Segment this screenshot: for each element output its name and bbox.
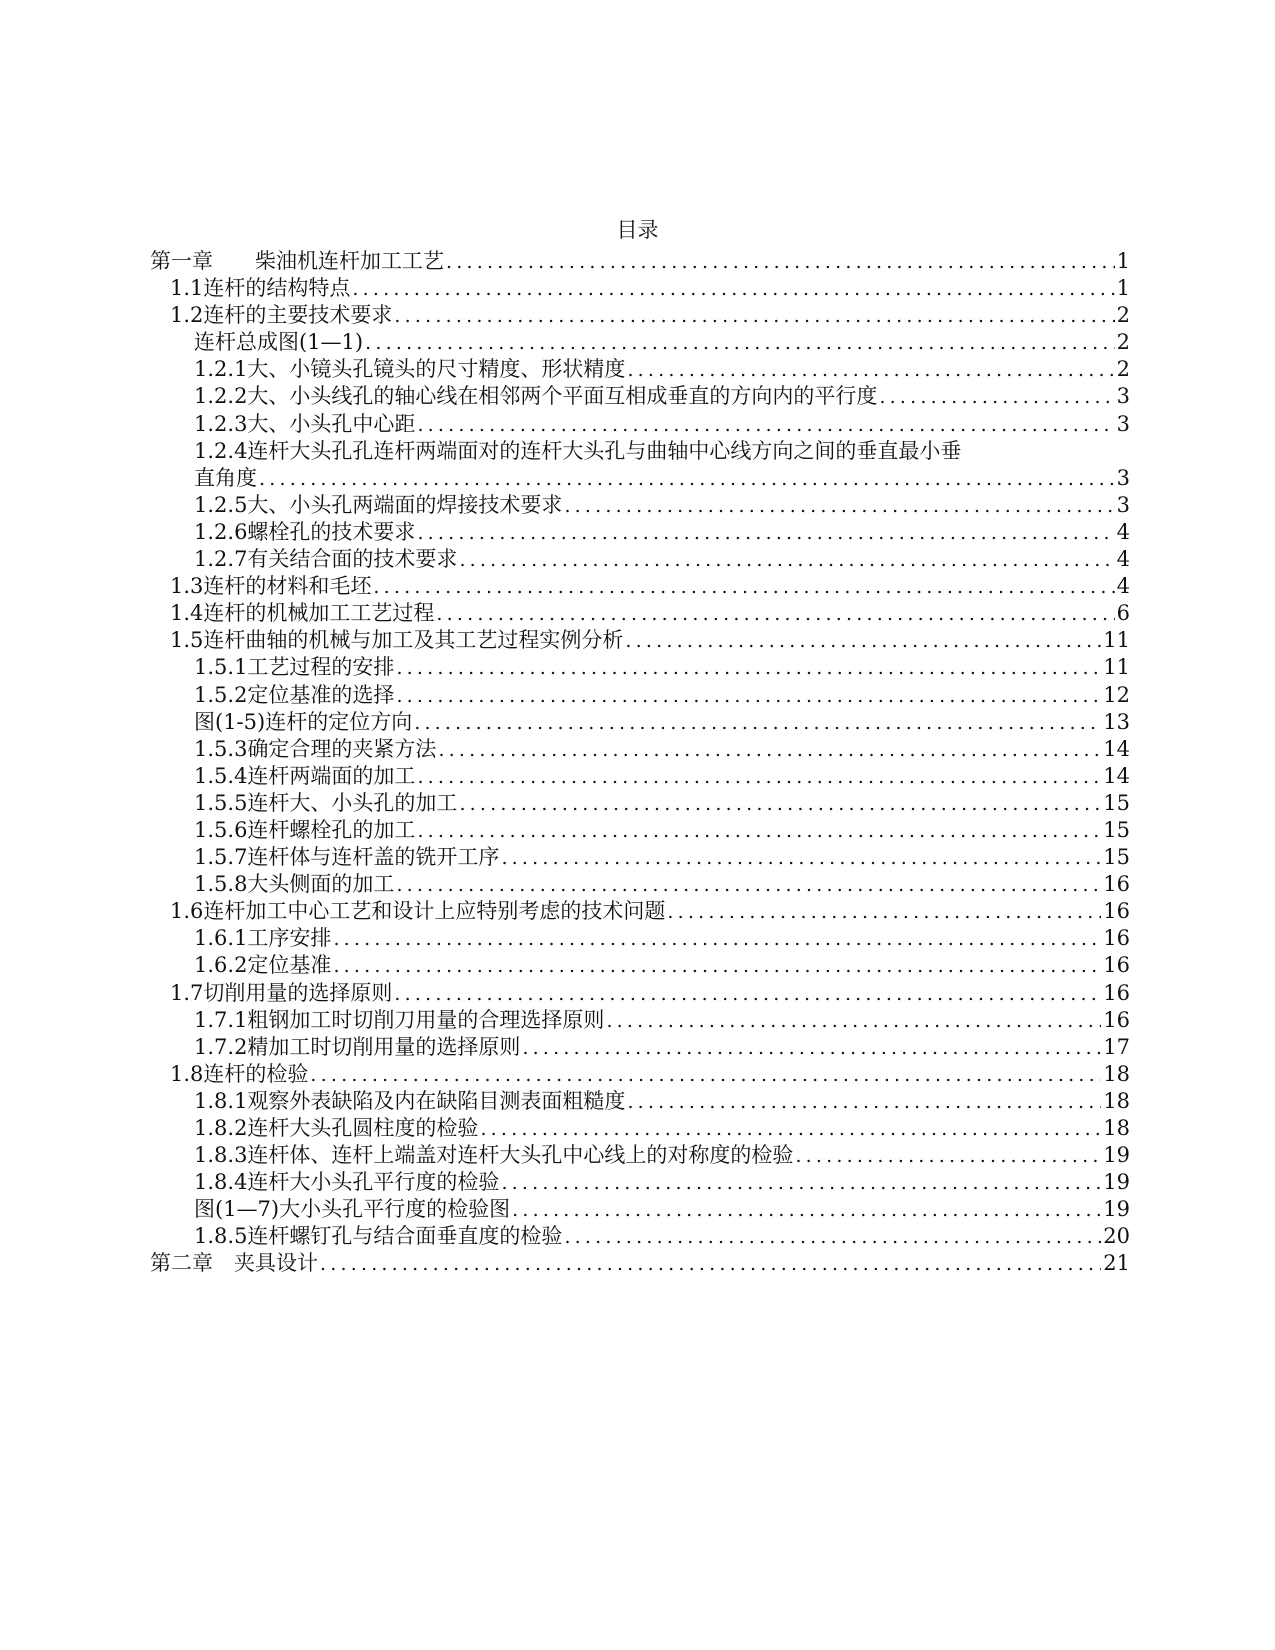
toc-entry-page: 11 xyxy=(1103,655,1130,680)
dot-leader xyxy=(392,981,1101,1007)
dot-leader xyxy=(623,628,1101,654)
toc-entry-1-8-4[interactable] xyxy=(0,1169,1275,1196)
toc-entry-label: 1.5.6连杆螺栓孔的加工 xyxy=(194,817,416,842)
toc-entry-page: 3 xyxy=(1116,492,1130,517)
dot-leader xyxy=(665,899,1101,925)
toc-entry-1-7-2[interactable] xyxy=(0,1034,1275,1061)
toc-entry-label: 1.5.1工艺过程的安排 xyxy=(194,655,395,680)
toc-entry-1-2-7[interactable] xyxy=(0,546,1275,573)
dot-leader xyxy=(371,574,1114,600)
toc-entry-page: 2 xyxy=(1116,330,1130,355)
toc-entry-label: 1.5.5连杆大、小头孔的加工 xyxy=(194,790,458,815)
toc-entry-label: 第二章 夹具设计 xyxy=(150,1251,318,1276)
toc-entry-label: 1.2.1大、小镜头孔镜头的尺寸精度、形状精度 xyxy=(194,357,626,382)
toc-entry-1-6[interactable] xyxy=(0,898,1275,925)
toc-entry-label: 1.2.2大、小头线孔的轴心线在相邻两个平面互相成垂直的方向内的平行度 xyxy=(194,384,878,409)
toc-entry-label: 1.8.1观察外表缺陷及内在缺陷目测表面粗糙度 xyxy=(194,1088,626,1113)
toc-entry-label: 1.2.3大、小头孔中心距 xyxy=(194,411,416,436)
dot-leader xyxy=(434,601,1114,627)
dot-leader xyxy=(308,1062,1101,1088)
toc-entry-1-3[interactable] xyxy=(0,573,1275,600)
toc-entry-page: 20 xyxy=(1103,1224,1130,1249)
dot-leader xyxy=(331,926,1101,952)
dot-leader xyxy=(625,357,1114,383)
toc-entry-label: 1.1连杆的结构特点 xyxy=(170,276,351,301)
toc-entry-page: 4 xyxy=(1116,547,1130,572)
toc-entry-1-8-3[interactable] xyxy=(0,1142,1275,1169)
toc-entry-figure-1-5[interactable] xyxy=(0,709,1275,736)
toc-entry-label: 1.7.1粗钢加工时切削刀用量的合理选择原则 xyxy=(194,1007,605,1032)
dot-leader xyxy=(499,1170,1101,1196)
toc-entry-1-5-5[interactable] xyxy=(0,790,1275,817)
toc-entry-page: 16 xyxy=(1103,926,1130,951)
toc-entry-1-8-1[interactable] xyxy=(0,1088,1275,1115)
toc-entry-label: 1.7切削用量的选择原则 xyxy=(170,980,393,1005)
toc-entry-label: 图(1-5)连杆的定位方向 xyxy=(194,709,413,734)
dot-leader xyxy=(394,872,1101,898)
toc-entry-label-line1: 1.2.4连杆大头孔孔连杆两端面对的连杆大头孔与曲轴中心线方向之间的垂直最小垂 xyxy=(194,438,962,463)
toc-entry-1-6-1[interactable] xyxy=(0,925,1275,952)
toc-entry-page: 14 xyxy=(1103,736,1130,761)
dot-leader xyxy=(604,1008,1101,1034)
toc-entry-label: 1.4连杆的机械加工工艺过程 xyxy=(170,601,435,626)
toc-entry-label: 直角度 xyxy=(194,465,257,490)
toc-entry-1-5-2[interactable] xyxy=(0,682,1275,709)
toc-entry-page: 3 xyxy=(1116,465,1130,490)
toc-entry-label: 图(1—7)大小头孔平行度的检验图 xyxy=(194,1197,511,1222)
dot-leader xyxy=(412,710,1101,736)
dot-leader xyxy=(562,1224,1101,1250)
toc-entry-label: 1.5.8大头侧面的加工 xyxy=(194,872,395,897)
toc-entry-label: 1.3连杆的材料和毛坯 xyxy=(170,574,372,599)
toc-entry-1-5-8[interactable] xyxy=(0,871,1275,898)
dot-leader xyxy=(520,1035,1101,1061)
toc-entry-chapter-2[interactable] xyxy=(0,1250,1275,1277)
toc-entry-1-4[interactable] xyxy=(0,600,1275,627)
dot-leader xyxy=(877,384,1114,410)
toc-entry-1-2-1[interactable] xyxy=(0,356,1275,383)
toc-entry-1-5-3[interactable] xyxy=(0,736,1275,763)
toc-entry-page: 3 xyxy=(1116,411,1130,436)
toc-entry-label: 1.2连杆的主要技术要求 xyxy=(170,303,393,328)
toc-entry-page: 16 xyxy=(1103,953,1130,978)
toc-entry-1-2-3[interactable] xyxy=(0,411,1275,438)
toc-entry-label: 1.2.6螺栓孔的技术要求 xyxy=(194,519,416,544)
toc-title: 目录 xyxy=(616,218,659,242)
dot-leader xyxy=(457,547,1114,573)
toc-entry-page: 16 xyxy=(1103,899,1130,924)
toc-entry-page: 1 xyxy=(1116,276,1130,301)
toc-entry-1-5[interactable] xyxy=(0,627,1275,654)
dot-leader xyxy=(318,1251,1101,1277)
toc-entry-page: 19 xyxy=(1103,1170,1130,1195)
dot-leader xyxy=(415,412,1114,438)
dot-leader xyxy=(478,1116,1101,1142)
toc-entry-label: 1.5连杆曲轴的机械与加工及其工艺过程实例分析 xyxy=(170,628,624,653)
dot-leader xyxy=(394,683,1101,709)
toc-entry-1-7[interactable] xyxy=(0,980,1275,1007)
dot-leader xyxy=(394,655,1101,681)
toc-entry-label: 1.8.4连杆大小头孔平行度的检验 xyxy=(194,1170,500,1195)
toc-entry-label: 1.8.2连杆大头孔圆柱度的检验 xyxy=(194,1116,479,1140)
toc-entry-label: 1.5.4连杆两端面的加工 xyxy=(194,763,416,788)
toc-entry-page: 15 xyxy=(1103,790,1130,815)
toc-entry-label: 1.5.7连杆体与连杆盖的铣开工序 xyxy=(194,845,500,870)
toc-entry-1-5-6[interactable] xyxy=(0,817,1275,844)
toc-entry-page: 13 xyxy=(1103,709,1130,734)
toc-entry-1-2-4[interactable] xyxy=(0,438,1275,492)
toc-entry-page: 21 xyxy=(1103,1251,1130,1276)
dot-leader xyxy=(499,845,1101,871)
toc-entry-label: 1.2.5大、小头孔两端面的焊接技术要求 xyxy=(194,492,563,517)
toc-entry-1-8-2[interactable] xyxy=(0,1115,1275,1142)
toc-entry-label: 1.7.2精加工时切削用量的选择原则 xyxy=(194,1034,521,1059)
toc-entry-page: 19 xyxy=(1103,1197,1130,1222)
dot-leader xyxy=(444,249,1115,275)
dot-leader xyxy=(415,818,1101,844)
dot-leader xyxy=(510,1197,1101,1223)
toc-entry-page: 2 xyxy=(1116,303,1130,328)
toc-entry-page: 18 xyxy=(1103,1088,1130,1113)
dot-leader xyxy=(436,737,1101,763)
toc-entry-label: 连杆总成图(1—1) xyxy=(194,330,364,355)
toc-entry-1-5-1[interactable] xyxy=(0,654,1275,681)
toc-entry-1-7-1[interactable] xyxy=(0,1007,1275,1034)
dot-leader xyxy=(457,791,1101,817)
toc-entry-page: 4 xyxy=(1116,574,1130,599)
toc-entry-figure-1-1[interactable] xyxy=(0,329,1275,356)
toc-entry-label: 1.5.3确定合理的夹紧方法 xyxy=(194,736,437,761)
toc-entry-page: 15 xyxy=(1103,845,1130,870)
toc-entry-1-6-2[interactable] xyxy=(0,952,1275,979)
dot-leader xyxy=(331,953,1101,979)
toc-entry-page: 19 xyxy=(1103,1143,1130,1168)
toc-entry-1-2-5[interactable] xyxy=(0,492,1275,519)
table-of-contents xyxy=(0,248,1275,1278)
toc-entry-1-5-7[interactable] xyxy=(0,844,1275,871)
toc-entry-chapter-1[interactable] xyxy=(0,248,1275,275)
toc-entry-label: 第一章 柴油机连杆加工工艺 xyxy=(150,249,444,273)
toc-entry-page: 16 xyxy=(1103,980,1130,1005)
toc-entry-page: 2 xyxy=(1116,357,1130,382)
toc-entry-1-5-4[interactable] xyxy=(0,763,1275,790)
toc-entry-page: 16 xyxy=(1103,1007,1130,1032)
dot-leader xyxy=(562,493,1114,519)
toc-entry-page: 15 xyxy=(1103,817,1130,842)
toc-entry-page: 3 xyxy=(1116,384,1130,409)
dot-leader xyxy=(350,276,1114,302)
dot-leader xyxy=(257,466,1115,492)
toc-entry-1-2-6[interactable] xyxy=(0,519,1275,546)
toc-entry-page: 12 xyxy=(1103,682,1130,707)
toc-entry-page: 14 xyxy=(1103,763,1130,788)
toc-entry-label: 1.8连杆的检验 xyxy=(170,1061,309,1086)
toc-entry-page: 1 xyxy=(1116,249,1130,273)
toc-entry-page: 4 xyxy=(1116,519,1130,544)
toc-entry-1-1[interactable] xyxy=(0,275,1275,302)
toc-entry-1-2[interactable] xyxy=(0,302,1275,329)
dot-leader xyxy=(793,1143,1101,1169)
dot-leader xyxy=(363,330,1115,356)
toc-entry-label: 1.8.5连杆螺钉孔与结合面垂直度的检验 xyxy=(194,1224,563,1249)
toc-entry-page: 18 xyxy=(1103,1116,1130,1140)
toc-entry-label: 1.8.3连杆体、连杆上端盖对连杆大头孔中心线上的对称度的检验 xyxy=(194,1143,794,1168)
toc-entry-label: 1.2.7有关结合面的技术要求 xyxy=(194,547,458,572)
toc-entry-label: 1.5.2定位基准的选择 xyxy=(194,682,395,707)
toc-entry-label: 1.6连杆加工中心工艺和设计上应特别考虑的技术问题 xyxy=(170,899,666,924)
dot-leader xyxy=(415,764,1101,790)
toc-entry-1-8[interactable] xyxy=(0,1061,1275,1088)
toc-entry-page: 11 xyxy=(1103,628,1130,653)
dot-leader xyxy=(392,303,1114,329)
toc-entry-label: 1.6.1工序安排 xyxy=(194,926,332,951)
toc-entry-page: 16 xyxy=(1103,872,1130,897)
toc-entry-label: 1.6.2定位基准 xyxy=(194,953,332,978)
toc-entry-page: 17 xyxy=(1103,1034,1130,1059)
toc-entry-page: 6 xyxy=(1116,601,1130,626)
toc-entry-figure-1-7[interactable] xyxy=(0,1196,1275,1223)
toc-entry-1-8-5[interactable] xyxy=(0,1223,1275,1250)
dot-leader xyxy=(625,1089,1101,1115)
toc-entry-page: 18 xyxy=(1103,1061,1130,1086)
dot-leader xyxy=(415,520,1114,546)
toc-entry-1-2-2[interactable] xyxy=(0,383,1275,410)
